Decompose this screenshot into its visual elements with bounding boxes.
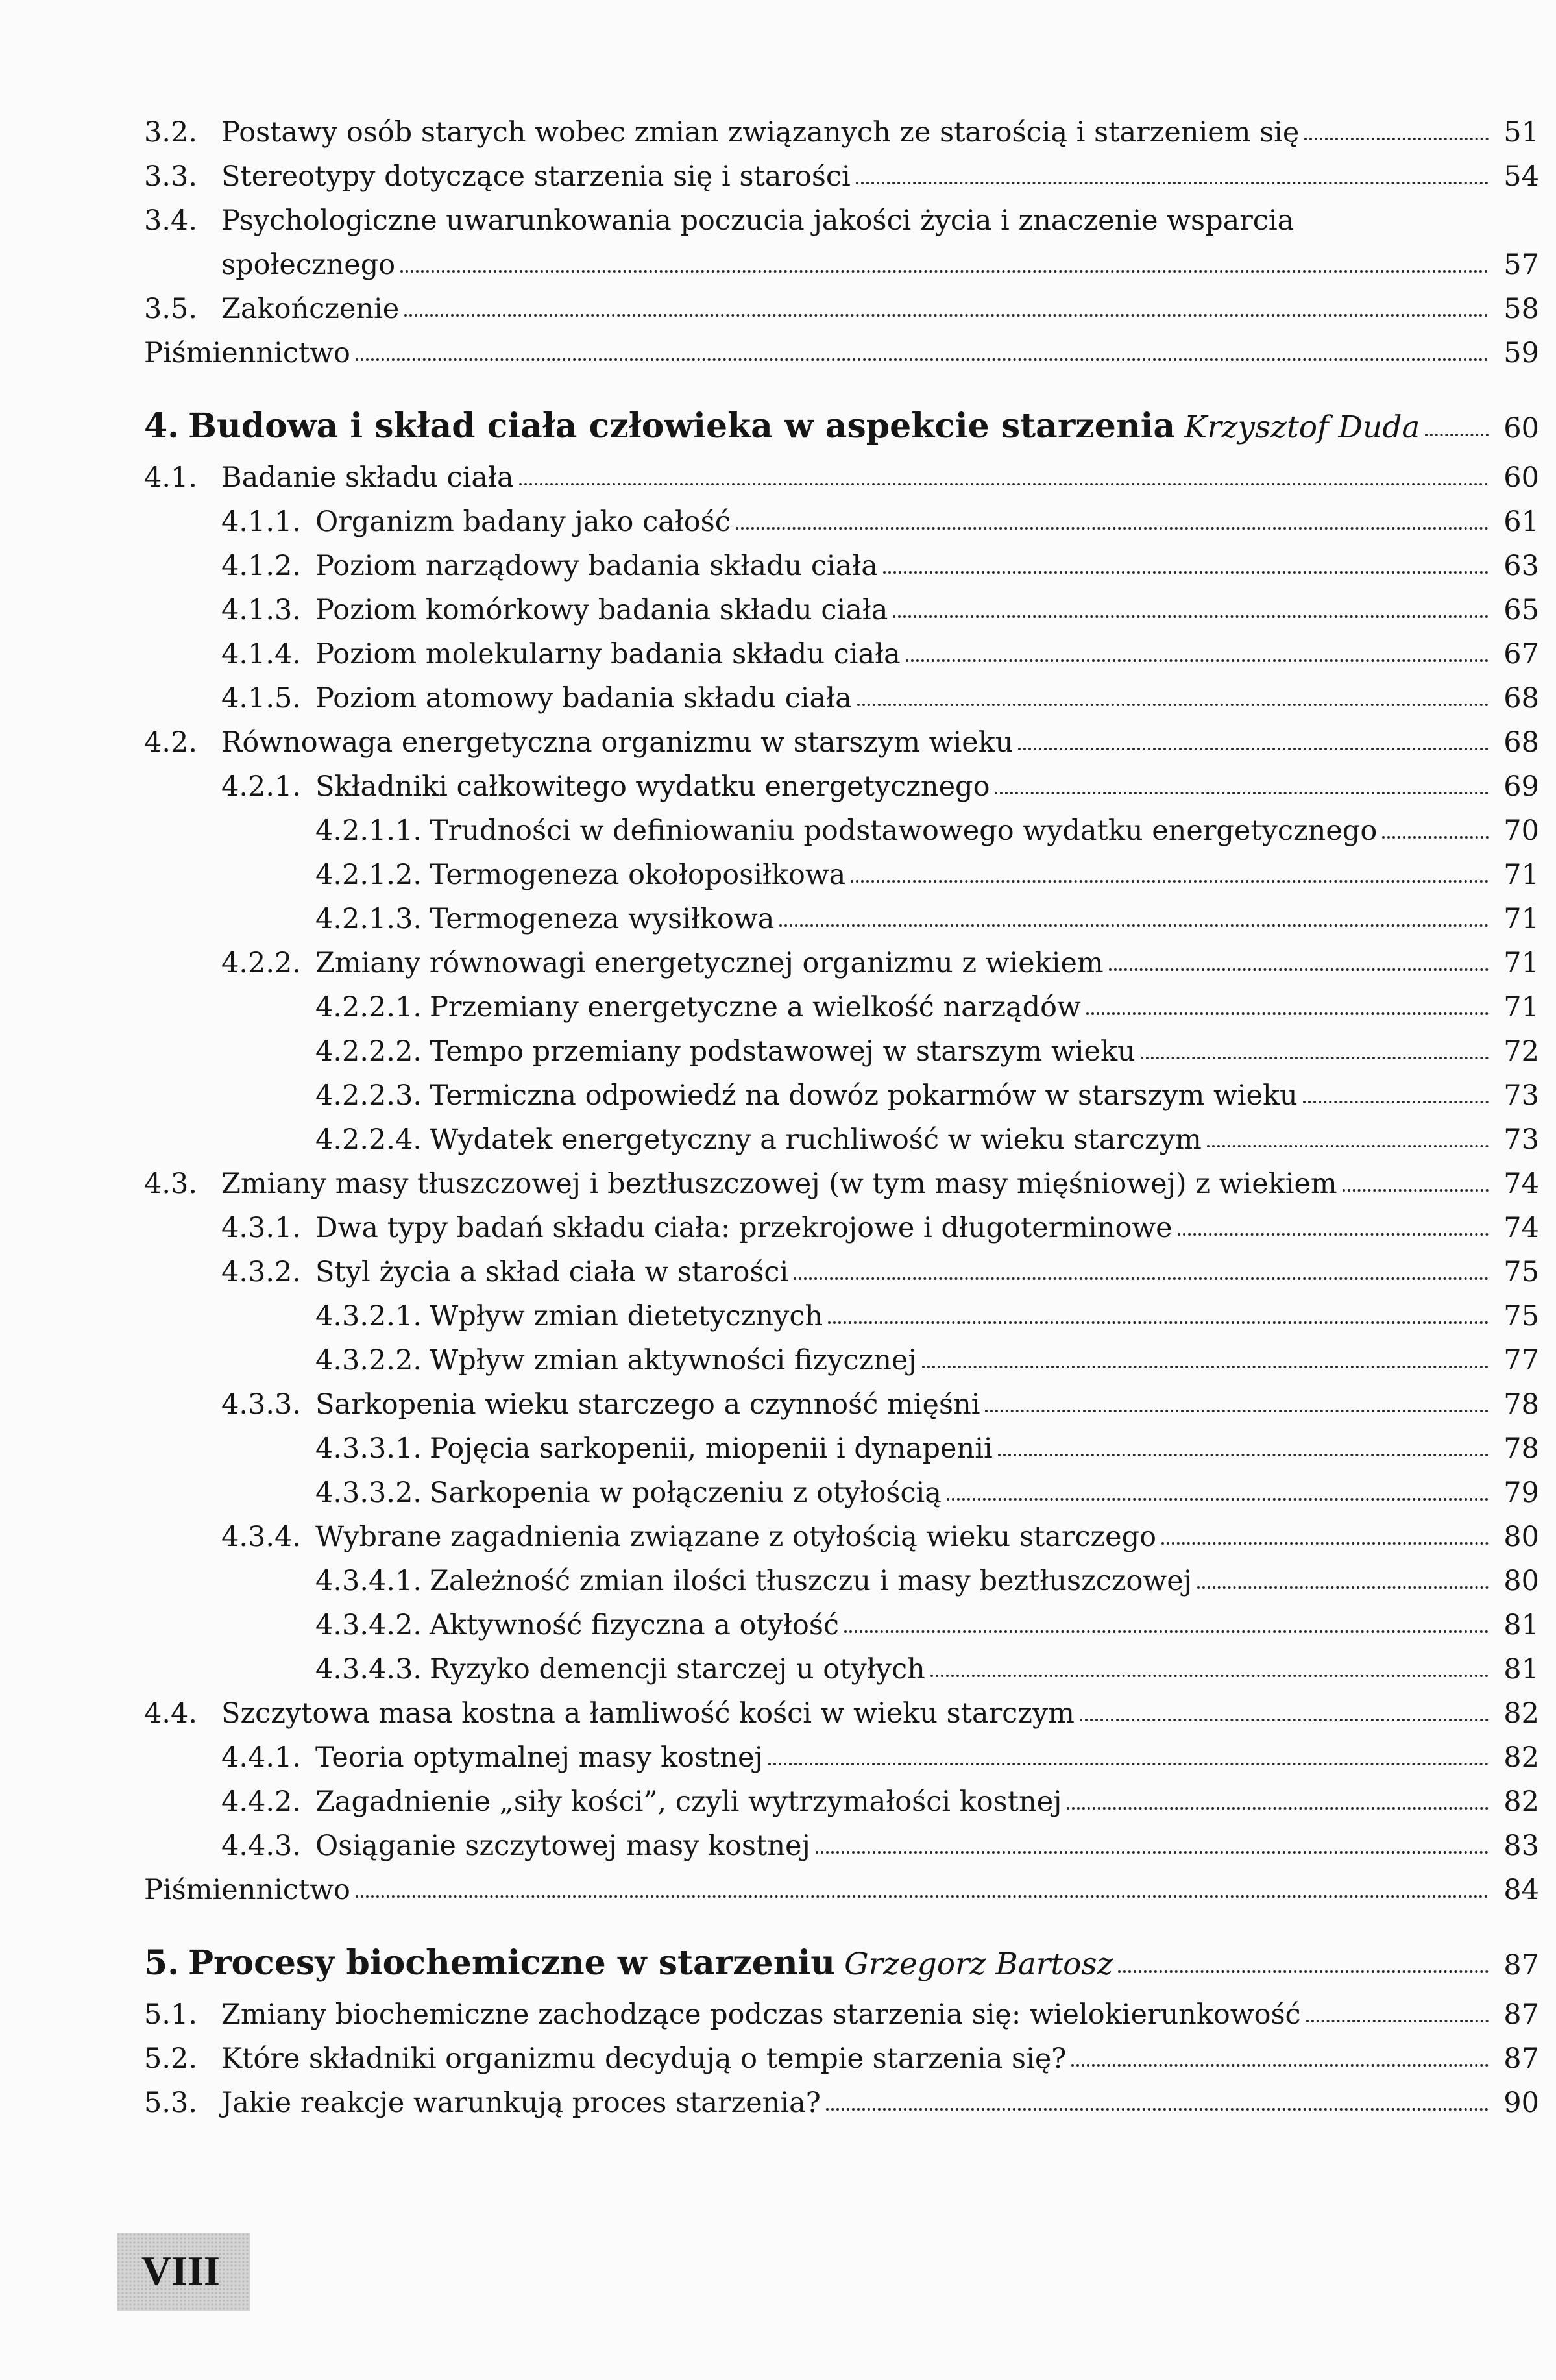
entry-number: 4.4.2. [221, 1785, 302, 1818]
entry-title: Poziom molekularny badania składu ciała [315, 638, 901, 670]
toc-entry [144, 1736, 1539, 1780]
entry-page: 71 [1503, 859, 1539, 891]
entry-number: 3.2. [144, 116, 198, 149]
entry-page: 60 [1503, 461, 1539, 494]
entry-number: 4.1. [144, 461, 198, 494]
chapter-number: 5. [144, 1943, 180, 1983]
entry-number: 3.5. [144, 293, 198, 325]
toc-entry [144, 1993, 1539, 2037]
dot-leader [930, 1669, 1489, 1677]
entry-number: 4.2.1.1. [315, 815, 422, 847]
toc-entry [144, 1691, 1539, 1736]
entry-number: 4.3.2. [221, 1256, 302, 1288]
entry-title: Sarkopenia w połączeniu z otyłością [430, 1477, 942, 1509]
entry-page: 70 [1503, 815, 1539, 847]
entry-title: Teoria optymalnej masy kostnej [315, 1741, 763, 1774]
entry-page: 75 [1503, 1300, 1539, 1332]
toc-entry [144, 456, 1539, 500]
entry-number: 4.2.2. [221, 947, 302, 979]
entry-page: 90 [1503, 2087, 1539, 2119]
table-of-contents [144, 110, 1539, 2125]
dot-leader [851, 875, 1489, 883]
dot-leader [906, 654, 1489, 662]
entry-title: Tempo przemiany podstawowej w starszym wieku [430, 1035, 1136, 1068]
entry-page: 84 [1503, 1874, 1539, 1906]
chapter-heading [144, 397, 1539, 456]
toc-entry [144, 1780, 1539, 1824]
dot-leader [947, 1493, 1489, 1501]
entry-title: Poziom narządowy badania składu ciała [315, 550, 878, 582]
dot-leader [922, 1360, 1489, 1368]
entry-page: 57 [1503, 249, 1539, 281]
chapter-number: 4. [144, 406, 180, 446]
dot-leader [1178, 1228, 1489, 1236]
dot-leader [400, 265, 1489, 273]
entry-page: 54 [1503, 160, 1539, 193]
entry-number: 4.2. [144, 726, 198, 759]
entry-number: 4.1.4. [221, 638, 302, 670]
chapter-page: 60 [1503, 412, 1539, 445]
dot-leader [1303, 1096, 1489, 1103]
toc-entry [144, 720, 1539, 765]
entry-title: Stereotypy dotyczące starzenia się i starości [221, 160, 851, 193]
dot-leader [1086, 1007, 1489, 1015]
toc-entry [144, 1029, 1539, 1073]
entry-number: 4.3.3. [221, 1388, 302, 1421]
dot-leader [1207, 1140, 1489, 1147]
entry-title: Poziom atomowy badania składu ciała [315, 682, 852, 715]
page-number: VIII [141, 2248, 220, 2294]
entry-page: 87 [1503, 2043, 1539, 2075]
entry-number: 4.4.1. [221, 1741, 302, 1774]
entry-title: Dwa typy badań składu ciała: przekrojowe i długoterminowe [315, 1212, 1173, 1244]
dot-leader [985, 1405, 1489, 1412]
entry-page: 79 [1503, 1477, 1539, 1509]
entry-page: 78 [1503, 1388, 1539, 1421]
entry-page: 58 [1503, 293, 1539, 325]
toc-entry [144, 1073, 1539, 1118]
entry-number: 4.3.2.1. [315, 1300, 422, 1332]
entry-page: 69 [1503, 770, 1539, 803]
entry-title: Zagadnienie „siły kości”, czyli wytrzymałości kostnej [315, 1785, 1062, 1818]
toc-entry [144, 287, 1539, 331]
entry-title: Aktywność fizyczna a otyłość [430, 1609, 839, 1641]
dot-leader [779, 919, 1489, 927]
entry-title: Zmiany masy tłuszczowej i beztłuszczowej (w tym masy mięśniowej) z wiekiem [221, 1168, 1337, 1200]
entry-page: 83 [1503, 1830, 1539, 1862]
dot-leader [1067, 1802, 1489, 1810]
toc-entry [144, 2081, 1539, 2125]
entry-number: 4.3.4.1. [315, 1565, 422, 1597]
dot-leader [1304, 132, 1489, 140]
entry-number: 4.2.1.2. [315, 859, 422, 891]
chapter-5-entries [144, 1993, 1539, 2125]
entry-title: Które składniki organizmu decydują o tempie starzenia się? [221, 2043, 1067, 2075]
entry-number: 4.2.2.3. [315, 1079, 422, 1112]
toc-entry [144, 588, 1539, 632]
entry-page: 81 [1503, 1653, 1539, 1686]
entry-number: 4.2.1.3. [315, 903, 422, 935]
dot-leader [856, 177, 1489, 184]
entry-number: 3.3. [144, 160, 198, 193]
entry-page: 78 [1503, 1432, 1539, 1465]
entry-number: 4.1.2. [221, 550, 302, 582]
dot-leader [816, 1846, 1489, 1854]
dot-leader [1118, 1965, 1489, 1973]
dot-leader [1382, 831, 1489, 839]
entry-page: 82 [1503, 1697, 1539, 1730]
toc-entry [144, 1427, 1539, 1471]
entry-page: 87 [1503, 1998, 1539, 2031]
entry-page: 77 [1503, 1344, 1539, 1377]
entry-page: 71 [1503, 991, 1539, 1024]
dot-leader [995, 787, 1489, 794]
entry-number: 4.3.4. [221, 1521, 302, 1553]
entry-page: 65 [1503, 594, 1539, 626]
entry-title: Ryzyko demencji starczej u otyłych [430, 1653, 925, 1686]
dot-leader [404, 309, 1489, 317]
entry-page: 51 [1503, 116, 1539, 149]
dot-leader [1197, 1581, 1489, 1589]
dot-leader [356, 1890, 1489, 1898]
entry-page: 81 [1503, 1609, 1539, 1641]
entry-number: 4.2.2.4. [315, 1123, 422, 1156]
dot-leader [844, 1625, 1489, 1633]
page-number-box [117, 2233, 250, 2311]
entry-number: 4.3.3.2. [315, 1477, 422, 1509]
entry-page: 75 [1503, 1256, 1539, 1288]
entry-title: Wydatek energetyczny a ruchliwość w wieku starczym [430, 1123, 1202, 1156]
toc-entry [144, 2037, 1539, 2081]
bibliography-entry [144, 331, 1539, 375]
entry-title: Osiąganie szczytowej masy kostnej [315, 1830, 810, 1862]
entry-title: Zmiany biochemiczne zachodzące podczas starzenia się: wielokierunkowość [221, 1998, 1301, 2031]
toc-entry [144, 1647, 1539, 1691]
entry-number: 4.3.1. [221, 1212, 302, 1244]
entry-title: Termogeneza okołoposiłkowa [430, 859, 846, 891]
entry-number: 4.3.4.3. [315, 1653, 422, 1686]
entry-title: Zakończenie [221, 293, 400, 325]
dot-leader [857, 698, 1489, 706]
entry-title: Zależność zmian ilości tłuszczu i masy beztłuszczowej [430, 1565, 1192, 1597]
dot-leader [893, 610, 1489, 618]
toc-entry [144, 1206, 1539, 1250]
chapter-heading [144, 1934, 1539, 1993]
entry-page: 67 [1503, 638, 1539, 670]
chapter-title: Budowa i skład ciała człowieka w aspekcie starzenia [188, 406, 1176, 446]
entry-page: 82 [1503, 1785, 1539, 1818]
toc-entry [144, 1515, 1539, 1559]
toc-entry [144, 1471, 1539, 1515]
entry-page: 71 [1503, 947, 1539, 979]
entry-number: 4.4. [144, 1697, 198, 1730]
toc-entry [144, 1118, 1539, 1162]
toc-entry [144, 765, 1539, 809]
entry-page: 80 [1503, 1565, 1539, 1597]
toc-entry [144, 1382, 1539, 1427]
entry-page: 61 [1503, 506, 1539, 538]
entry-number: 3.4. [144, 204, 198, 237]
entry-page: 59 [1503, 337, 1539, 369]
entry-page: 63 [1503, 550, 1539, 582]
entry-number: 4.3.2.2. [315, 1344, 422, 1377]
entry-number: 4.1.1. [221, 506, 302, 538]
chapter-author: Krzysztof Duda [1184, 410, 1420, 445]
entry-title: Postawy osób starych wobec zmian związanych ze starością i starzeniem się [221, 116, 1300, 149]
entry-title: Wpływ zmian aktywności fizycznej [430, 1344, 917, 1377]
toc-entry-wrapped [144, 199, 1539, 287]
entry-number: 4.3.3.1. [315, 1432, 422, 1465]
entry-title: Piśmiennictwo [144, 1874, 350, 1906]
dot-leader [826, 2103, 1489, 2111]
entry-title: Zmiany równowagi energetycznej organizmu z wiekiem [315, 947, 1104, 979]
entry-title: Przemiany energetyczne a wielkość narządów [430, 991, 1081, 1024]
toc-entry [144, 809, 1539, 853]
entry-title: Sarkopenia wieku starczego a czynność mięśni [315, 1388, 980, 1421]
dot-leader [356, 353, 1489, 361]
toc-entry [144, 1603, 1539, 1647]
toc-entry [144, 1162, 1539, 1206]
entry-page: 71 [1503, 903, 1539, 935]
dot-leader [1018, 742, 1489, 750]
chapter-page: 87 [1503, 1949, 1539, 1981]
entry-page: 80 [1503, 1521, 1539, 1553]
dot-leader [1080, 1713, 1489, 1721]
entry-title: Piśmiennictwo [144, 337, 350, 369]
entry-title: Pojęcia sarkopenii, miopenii i dynapenii [430, 1432, 993, 1465]
dot-leader [1109, 963, 1489, 971]
toc-entry [144, 500, 1539, 544]
entry-title: Badanie składu ciała [221, 461, 514, 494]
toc-entry [144, 544, 1539, 588]
dot-leader [1071, 2059, 1489, 2067]
toc-entry [144, 154, 1539, 199]
entry-page: 74 [1503, 1212, 1539, 1244]
entry-title: Jakie reakcje warunkują proces starzenia? [221, 2087, 821, 2119]
entry-number: 4.2.2.2. [315, 1035, 422, 1068]
entry-title: Szczytowa masa kostna a łamliwość kości w wieku starczym [221, 1697, 1075, 1730]
entry-title: Termiczna odpowiedź na dowóz pokarmów w starszym wieku [430, 1079, 1298, 1112]
entry-page: 72 [1503, 1035, 1539, 1068]
entry-number: 4.3.4.2. [315, 1609, 422, 1641]
entry-title: Styl życia a skład ciała w starości [315, 1256, 789, 1288]
toc-entry [144, 1294, 1539, 1338]
entry-number: 4.1.3. [221, 594, 302, 626]
entry-title: Termogeneza wysiłkowa [430, 903, 775, 935]
dot-leader [998, 1449, 1489, 1456]
entry-page: 68 [1503, 682, 1539, 715]
toc-entry [144, 1338, 1539, 1382]
entry-number: 4.2.2.1. [315, 991, 422, 1024]
entry-title: Poziom komórkowy badania składu ciała [315, 594, 888, 626]
toc-entry [144, 941, 1539, 985]
entry-title: Składniki całkowitego wydatku energetycznego [315, 770, 990, 803]
entry-page: 82 [1503, 1741, 1539, 1774]
chapter-4-entries [144, 456, 1539, 1868]
chapter-title: Procesy biochemiczne w starzeniu [188, 1943, 836, 1983]
entry-page: 74 [1503, 1168, 1539, 1200]
entry-title-line1: Psychologiczne uwarunkowania poczucia jakości życia i znaczenie wsparcia [221, 204, 1295, 237]
entry-title: Wybrane zagadnienia związane z otyłością wieku starczego [315, 1521, 1157, 1553]
entry-title: Wpływ zmian dietetycznych [430, 1300, 823, 1332]
toc-entry [144, 985, 1539, 1029]
toc-entry [144, 1250, 1539, 1294]
dot-leader [736, 522, 1489, 530]
dot-leader [1141, 1051, 1489, 1059]
entry-number: 5.1. [144, 1998, 198, 2031]
entry-number: 4.2.1. [221, 770, 302, 803]
dot-leader [1343, 1184, 1489, 1192]
chapter-author: Grzegorz Bartosz [844, 1946, 1113, 1982]
entry-page: 73 [1503, 1079, 1539, 1112]
toc-entry [144, 632, 1539, 676]
dot-leader [1425, 428, 1489, 436]
entry-title: Równowaga energetyczna organizmu w starszym wieku [221, 726, 1014, 759]
entry-number: 4.1.5. [221, 682, 302, 715]
entry-title: Trudności w definiowaniu podstawowego wydatku energetycznego [430, 815, 1378, 847]
dot-leader [828, 1316, 1489, 1324]
dot-leader [768, 1758, 1489, 1765]
entry-number: 5.2. [144, 2043, 198, 2075]
toc-entry [144, 1559, 1539, 1603]
dot-leader [883, 566, 1489, 574]
toc-entry [144, 853, 1539, 897]
toc-entry [144, 1824, 1539, 1868]
entry-title: Organizm badany jako całość [315, 506, 731, 538]
dot-leader [794, 1272, 1489, 1280]
toc-entry [144, 897, 1539, 941]
toc-entry [144, 110, 1539, 154]
entry-number: 5.3. [144, 2087, 198, 2119]
entry-page: 73 [1503, 1123, 1539, 1156]
dot-leader [1306, 2015, 1489, 2022]
toc-entry [144, 676, 1539, 720]
entry-title-line2: społecznego [221, 249, 396, 281]
entry-page: 68 [1503, 726, 1539, 759]
bibliography-entry [144, 1868, 1539, 1912]
entry-number: 4.4.3. [221, 1830, 302, 1862]
dot-leader [519, 478, 1489, 485]
dot-leader [1161, 1537, 1489, 1545]
entry-number: 4.3. [144, 1168, 198, 1200]
